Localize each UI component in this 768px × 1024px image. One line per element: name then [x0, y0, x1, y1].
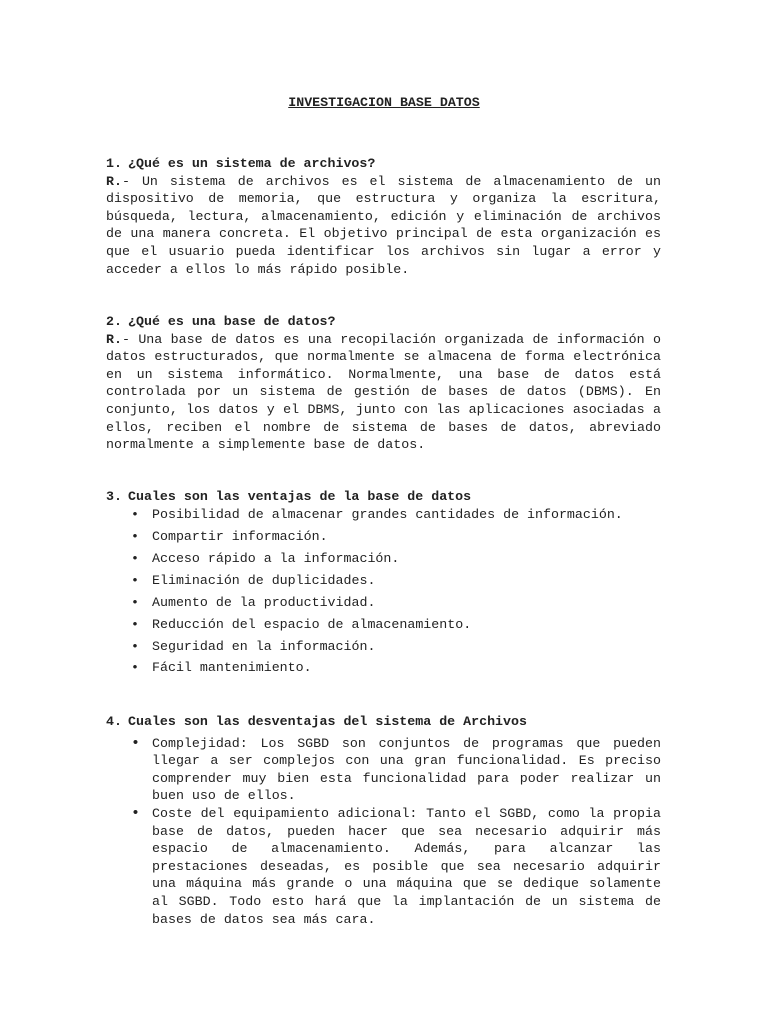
answer-prefix: R. — [106, 331, 122, 347]
list-item — [106, 594, 661, 612]
question-text: ¿Qué es una base de datos? — [128, 314, 336, 329]
bullet-icon: • — [131, 528, 139, 544]
list-item — [106, 659, 661, 677]
list-item-text: Posibilidad de almacenar grandes cantidades de información. — [152, 506, 623, 522]
answer-text: - Un sistema de archivos es el sistema de almacenamiento de un dispositivo de memoria, que estructura y organiza la escritura, búsqueda, lectura, almacenamiento, edición y eliminación de archivos de una manera concreta. El objetivo principal de esta organización es que el usuario pueda identificar los archivos sin lugar a error y acceder a ellos lo más rápido posible. — [106, 173, 661, 277]
advantages-list — [106, 506, 661, 677]
list-item — [106, 735, 661, 805]
list-item-text: Coste del equipamiento adicional: Tanto el SGBD, como la propia base de datos, pueden hacer que sea necesario adquirir más espacio de almacenamiento. Además, para alcanzar las prestaciones deseadas, es posible que sea necesario adquirir una máquina más grande o una máquina que se dedique solamente al SGBD. Todo esto hará que la implantación de un sistema de bases de datos sea más cara. — [152, 805, 661, 927]
list-item — [106, 805, 661, 928]
list-item — [106, 550, 661, 568]
list-item-text: Reducción del espacio de almacenamiento. — [152, 616, 472, 632]
question-number: 1. — [106, 156, 122, 171]
question-heading — [106, 713, 661, 731]
question-heading — [106, 313, 661, 331]
question-number: 4. — [106, 714, 122, 729]
list-item-text: Aumento de la productividad. — [152, 594, 376, 610]
bullet-icon: • — [131, 804, 141, 822]
list-item-text: Compartir información. — [152, 528, 328, 544]
section-4 — [106, 713, 661, 928]
answer-prefix: R. — [106, 173, 122, 189]
list-item-text: Eliminación de duplicidades. — [152, 572, 376, 588]
answer-paragraph — [106, 331, 661, 454]
section-3 — [106, 488, 661, 681]
list-item-text: Fácil mantenimiento. — [152, 660, 312, 676]
question-heading — [106, 488, 661, 506]
bullet-icon: • — [131, 734, 141, 752]
question-number: 2. — [106, 314, 122, 329]
disadvantages-list — [106, 735, 661, 929]
list-item-text: Complejidad: Los SGBD son conjuntos de programas que pueden llegar a ser complejos con una gran funcionalidad. Es preciso comprender muy bien esta funcionalidad para poder realizar un buen uso de ellos. — [152, 735, 661, 804]
bullet-icon: • — [131, 572, 139, 588]
answer-paragraph — [106, 173, 661, 279]
question-text: ¿Qué es un sistema de archivos? — [128, 156, 376, 171]
list-item — [106, 616, 661, 634]
list-item — [106, 528, 661, 546]
list-item-text: Acceso rápido a la información. — [152, 550, 400, 566]
list-item — [106, 506, 661, 524]
bullet-icon: • — [131, 660, 139, 676]
list-item — [106, 572, 661, 590]
bullet-icon: • — [131, 638, 139, 654]
section-1 — [106, 155, 661, 278]
bullet-icon: • — [131, 594, 139, 610]
document-title: INVESTIGACION BASE DATOS — [288, 95, 480, 110]
question-heading — [106, 155, 661, 173]
bullet-icon: • — [131, 616, 139, 632]
list-item-text: Seguridad en la información. — [152, 638, 376, 654]
question-text: Cuales son las ventajas de la base de datos — [128, 489, 472, 504]
bullet-icon: • — [131, 506, 139, 522]
question-text: Cuales son las desventajas del sistema de Archivos — [128, 714, 527, 729]
list-item — [106, 638, 661, 656]
bullet-icon: • — [131, 550, 139, 566]
section-2 — [106, 313, 661, 454]
answer-text: - Una base de datos es una recopilación organizada de información o datos estructurados, que normalmente se almacena de forma electrónica en un sistema informático. Normalmente, una base de datos está controlada por un sistema de gestión de bases de datos (DBMS). En conjunto, los datos y el DBMS, junto con las aplicaciones asociadas a ellos, reciben el nombre de sistema de bases de datos, abreviado normalmente a simplemente base de datos. — [106, 331, 661, 453]
question-number: 3. — [106, 489, 122, 504]
